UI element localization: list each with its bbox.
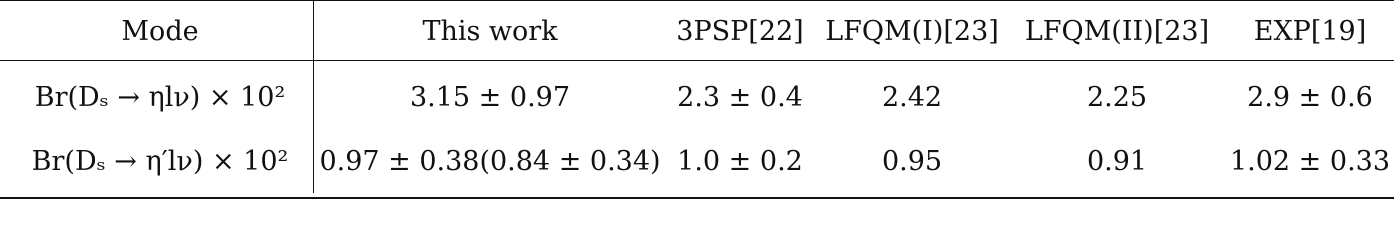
header-this-work: This work [422, 16, 558, 47]
row-eta-mode: Br(Dₛ → ηlν) × 10² [34, 82, 286, 113]
table-header-rule [0, 60, 1394, 61]
header-3psp: 3PSP[22] [676, 16, 804, 47]
row-eta-lfqm-1: 2.42 [881, 82, 943, 113]
row-eta-prime-this-work: 0.97 ± 0.38(0.84 ± 0.34) [319, 146, 661, 177]
row-eta-lfqm-2: 2.25 [1086, 82, 1148, 113]
header-lfqm-1: LFQM(I)[23] [825, 16, 999, 47]
row-eta-prime-exp: 1.02 ± 0.33 [1229, 146, 1391, 177]
row-eta-exp: 2.9 ± 0.6 [1247, 82, 1373, 113]
row-eta-prime-3psp: 1.0 ± 0.2 [677, 146, 803, 177]
row-eta-prime-lfqm-1: 0.95 [881, 146, 943, 177]
header-mode: Mode [121, 16, 199, 47]
row-eta-3psp: 2.3 ± 0.4 [677, 82, 803, 113]
row-eta-prime-lfqm-2: 0.91 [1086, 146, 1148, 177]
row-eta-this-work: 3.15 ± 0.97 [409, 82, 571, 113]
column-separator [313, 0, 314, 193]
row-eta-prime-mode: Br(Dₛ → η′lν) × 10² [31, 146, 289, 177]
header-exp: EXP[19] [1253, 16, 1367, 47]
table-top-rule [0, 0, 1394, 1]
header-lfqm-2: LFQM(II)[23] [1024, 16, 1210, 47]
table-bottom-rule [0, 197, 1394, 199]
